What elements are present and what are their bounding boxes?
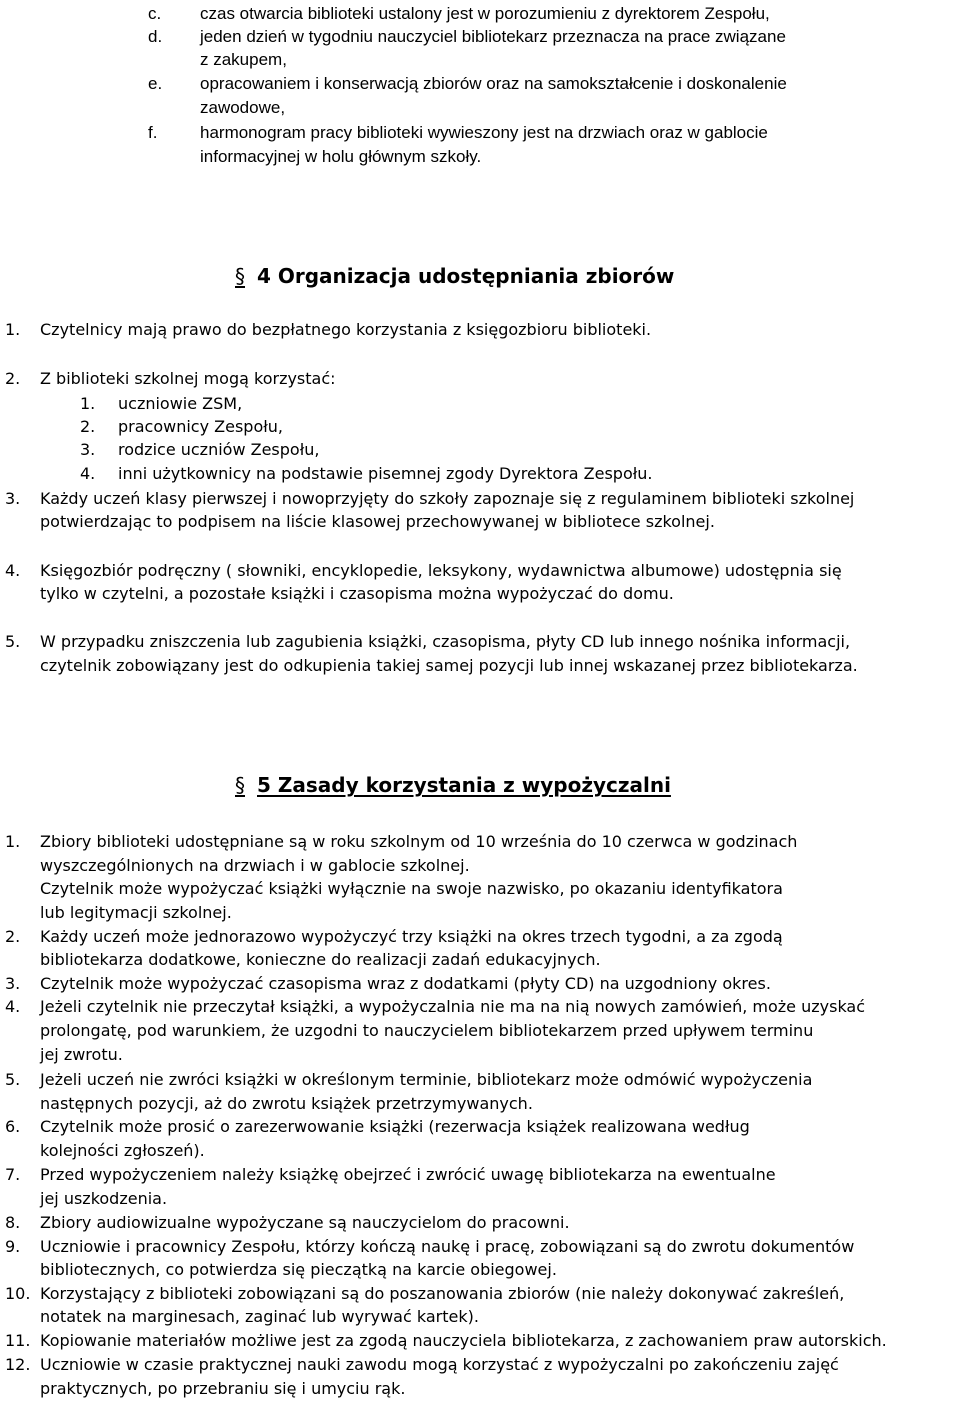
subitem-text: inni użytkownicy na podstawie pisemnej zgody Dyrektora Zespołu. bbox=[118, 464, 653, 483]
item-text: prolongatę, pod warunkiem, że uzgodni to nauczycielem bibliotekarzem przed upływem terminu bbox=[40, 1021, 814, 1040]
list-marker: c. bbox=[148, 4, 162, 23]
item-text: Z biblioteki szkolnej mogą korzystać: bbox=[40, 369, 336, 388]
item-number: 12. bbox=[5, 1355, 31, 1374]
item-text: następnych pozycji, aż do zwrotu książek przetrzymywanych. bbox=[40, 1094, 533, 1113]
section-4-heading bbox=[235, 264, 674, 288]
item-number: 3. bbox=[5, 489, 21, 508]
section-5-heading bbox=[235, 773, 671, 797]
section-symbol: § bbox=[235, 264, 245, 288]
item-number: 6. bbox=[5, 1117, 21, 1136]
item-text: Korzystający z biblioteki zobowiązani są do poszanowania zbiorów (nie należy dokonywać zakreśleń, bbox=[40, 1284, 845, 1303]
list-marker: d. bbox=[148, 27, 163, 46]
item-text: bibliotekarza dodatkowe, konieczne do realizacji zadań edukacyjnych. bbox=[40, 950, 601, 969]
item-number: 2. bbox=[5, 369, 21, 388]
item-text: notatek na marginesach, zaginać lub wyrywać kartek). bbox=[40, 1307, 479, 1326]
list-item-text: zawodowe, bbox=[200, 98, 286, 117]
item-text: jej uszkodzenia. bbox=[40, 1189, 168, 1208]
item-text: potwierdzając to podpisem na liście klasowej przechowywanej w bibliotece szkolnej. bbox=[40, 512, 715, 531]
item-text: Każdy uczeń klasy pierwszej i nowoprzyjęty do szkoły zapoznaje się z regulaminem biblioteki szkolnej bbox=[40, 489, 855, 508]
section-title: 4 Organizacja udostępniania zbiorów bbox=[257, 264, 675, 288]
item-number: 7. bbox=[5, 1165, 21, 1184]
item-number: 5. bbox=[5, 1070, 21, 1089]
list-item-text: harmonogram pracy biblioteki wywieszony jest na drzwiach oraz w gablocie bbox=[200, 123, 768, 142]
item-text: Jeżeli czytelnik nie przeczytał książki, a wypożyczalnia nie ma na nią nowych zamówień, może uzyskać bbox=[40, 997, 866, 1016]
item-number: 4. bbox=[5, 997, 21, 1016]
item-number: 4. bbox=[5, 561, 21, 580]
subitem-number: 3. bbox=[80, 440, 96, 459]
subitem-number: 2. bbox=[80, 417, 96, 436]
item-text: Czytelnik może prosić o zarezerwowanie książki (rezerwacja książek realizowana według bbox=[40, 1117, 750, 1136]
item-number: 8. bbox=[5, 1213, 21, 1232]
item-number: 5. bbox=[5, 632, 21, 651]
item-text: Przed wypożyczeniem należy książkę obejrzeć i zwrócić uwagę bibliotekarza na ewentualne bbox=[40, 1165, 776, 1184]
subitem-number: 1. bbox=[80, 394, 96, 413]
item-number: 2. bbox=[5, 927, 21, 946]
item-text: Uczniowie w czasie praktycznej nauki zawodu mogą korzystać z wypożyczalni po zakończeniu zajęć bbox=[40, 1355, 839, 1374]
item-text: jej zwrotu. bbox=[40, 1045, 123, 1064]
subitem-text: pracownicy Zespołu, bbox=[118, 417, 284, 436]
item-text: Każdy uczeń może jednorazowo wypożyczyć trzy książki na okres trzech tygodni, a za zgodą bbox=[40, 927, 783, 946]
item-text: Uczniowie i pracownicy Zespołu, którzy kończą naukę i pracę, zobowiązani są do zwrotu dokumentów bbox=[40, 1237, 855, 1256]
list-item-text: opracowaniem i konserwacją zbiorów oraz na samokształcenie i doskonalenie bbox=[200, 74, 787, 93]
item-number: 1. bbox=[5, 832, 21, 851]
subitem-number: 4. bbox=[80, 464, 96, 483]
list-item-text: czas otwarcia biblioteki ustalony jest w porozumieniu z dyrektorem Zespołu, bbox=[200, 4, 770, 23]
item-number: 3. bbox=[5, 974, 21, 993]
item-text: czytelnik zobowiązany jest do odkupienia takiej samej pozycji lub innej wskazanej przez bibliotekarza. bbox=[40, 656, 858, 675]
item-number: 11. bbox=[5, 1331, 31, 1350]
item-text: Czytelnik może wypożyczać książki wyłącznie na swoje nazwisko, po okazaniu identyfikatora bbox=[40, 879, 783, 898]
item-text: tylko w czytelni, a pozostałe książki i czasopisma można wypożyczać do domu. bbox=[40, 584, 674, 603]
item-text: Księgozbiór podręczny ( słowniki, encyklopedie, leksykony, wydawnictwa albumowe) udostępnia się bbox=[40, 561, 842, 580]
item-text: Zbiory audiowizualne wypożyczane są nauczycielom do pracowni. bbox=[40, 1213, 570, 1232]
item-text: kolejności zgłoszeń). bbox=[40, 1141, 205, 1160]
item-number: 9. bbox=[5, 1237, 21, 1256]
item-text: Jeżeli uczeń nie zwróci książki w określonym terminie, bibliotekarz może odmówić wypożyczenia bbox=[40, 1070, 813, 1089]
section-title: 5 Zasady korzystania z wypożyczalni bbox=[257, 773, 671, 797]
item-text: praktycznych, po przebraniu się i umyciu rąk. bbox=[40, 1379, 406, 1398]
list-item-text: informacyjnej w holu głównym szkoły. bbox=[200, 147, 482, 166]
item-text: W przypadku zniszczenia lub zagubienia książki, czasopisma, płyty CD lub innego nośnika informacji, bbox=[40, 632, 851, 651]
list-marker: f. bbox=[148, 123, 158, 142]
item-text: Zbiory biblioteki udostępniane są w roku szkolnym od 10 września do 10 czerwca w godzinach bbox=[40, 832, 798, 851]
item-text: Czytelnicy mają prawo do bezpłatnego korzystania z księgozbioru biblioteki. bbox=[40, 320, 652, 339]
item-text: Kopiowanie materiałów możliwe jest za zgodą nauczyciela bibliotekarza, z zachowaniem praw autorskich. bbox=[40, 1331, 887, 1350]
list-item-text: jeden dzień w tygodniu nauczyciel bibliotekarz przeznacza na prace związane bbox=[200, 27, 786, 46]
subitem-text: uczniowie ZSM, bbox=[118, 394, 243, 413]
item-text: Czytelnik może wypożyczać czasopisma wraz z dodatkami (płyty CD) na uzgodniony okres. bbox=[40, 974, 771, 993]
item-number: 1. bbox=[5, 320, 21, 339]
section-symbol: § bbox=[235, 773, 245, 797]
list-marker: e. bbox=[148, 74, 163, 93]
item-text: wyszczególnionych na drzwiach i w gablocie szkolnej. bbox=[40, 856, 470, 875]
item-number: 10. bbox=[5, 1284, 31, 1303]
item-text: lub legitymacji szkolnej. bbox=[40, 903, 232, 922]
item-text: bibliotecznych, co potwierdza się pieczątką na karcie obiegowej. bbox=[40, 1260, 557, 1279]
list-item-text: z zakupem, bbox=[200, 50, 287, 69]
subitem-text: rodzice uczniów Zespołu, bbox=[118, 440, 320, 459]
